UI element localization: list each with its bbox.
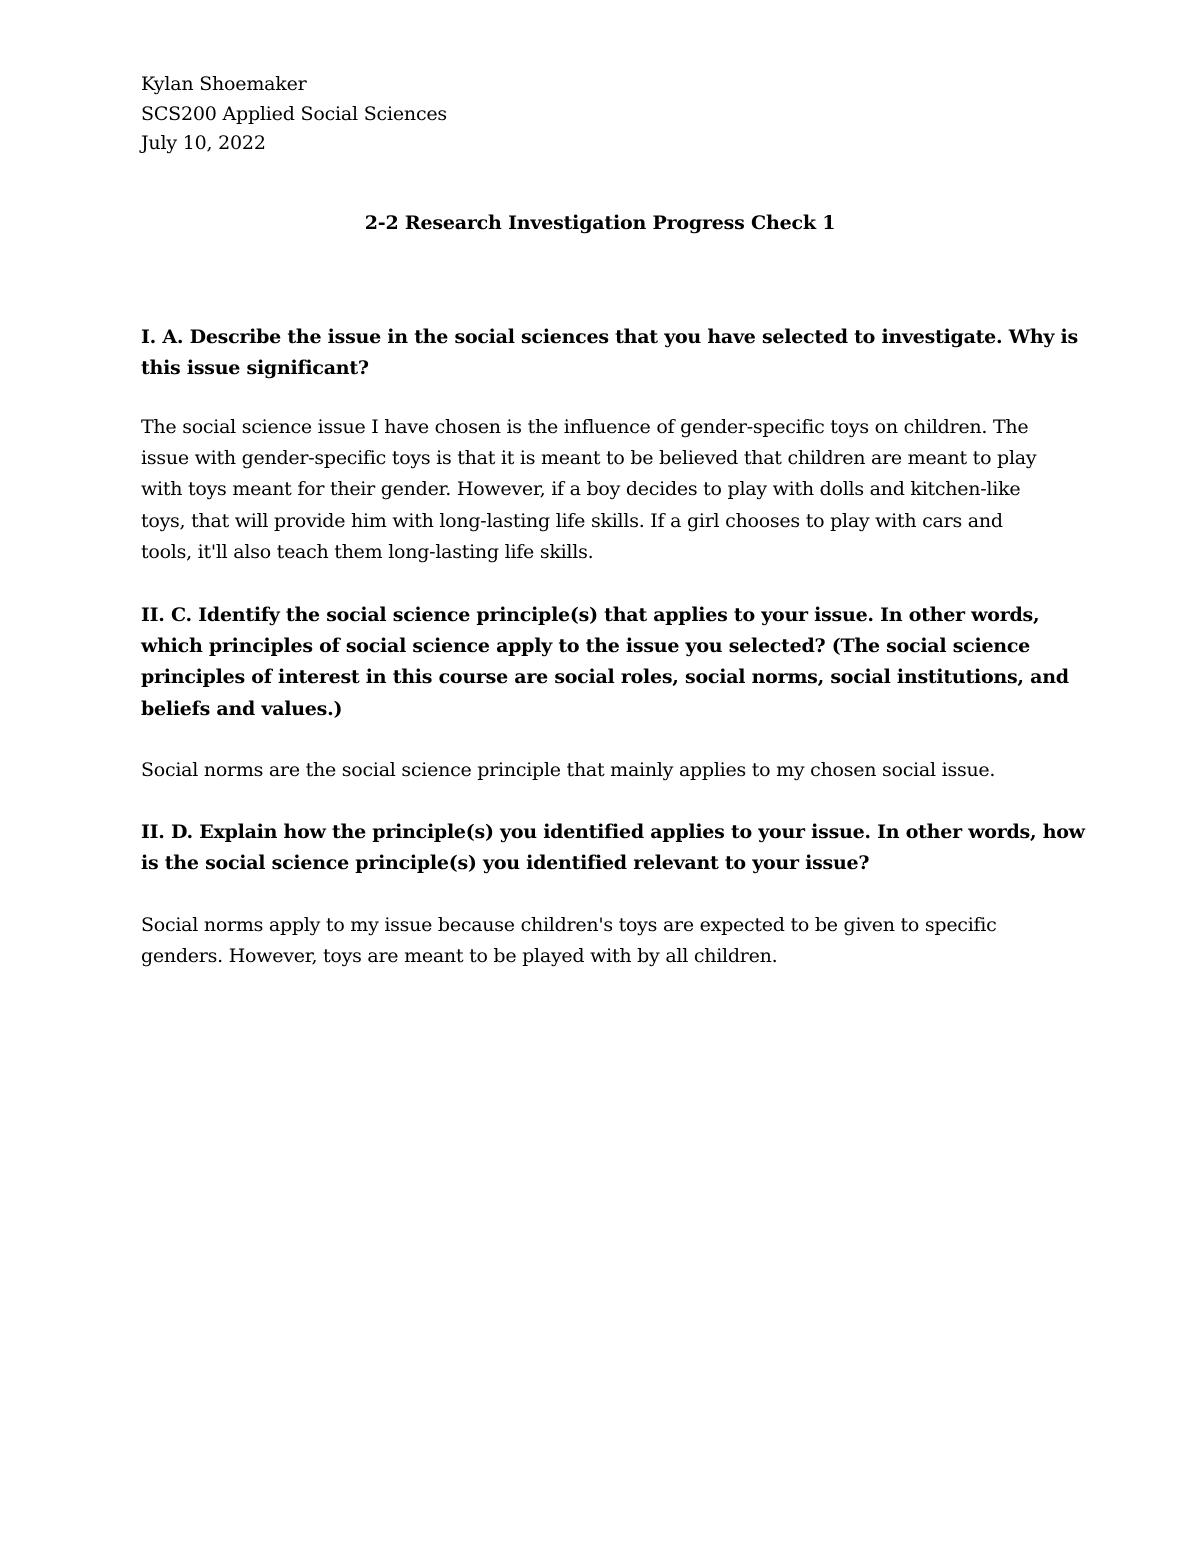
document-title: 2-2 Research Investigation Progress Check 1 <box>364 212 836 234</box>
answer-1a <box>141 412 1061 568</box>
course-name: SCS200 Applied Social Sciences <box>141 102 447 125</box>
author-name: Kylan Shoemaker <box>141 73 307 95</box>
question-line: principles of interest in this course are social roles, social norms, social institutions, and <box>141 666 1069 689</box>
question-line: this issue significant? <box>141 357 369 380</box>
question-line: beliefs and values.) <box>141 697 343 720</box>
answer-2d <box>141 910 1061 972</box>
question-line: II. D. Explain how the principle(s) you identified applies to your issue. In other words, how <box>141 821 1085 843</box>
question-line: II. C. Identify the social science principle(s) that applies to your issue. In other words, <box>141 604 1040 626</box>
answer-line: The social science issue I have chosen is the influence of gender-specific toys on children. The <box>141 416 1029 438</box>
answer-line: genders. However, toys are meant to be played with by all children. <box>141 945 778 968</box>
question-line: which principles of social science apply to the issue you selected? (The social science <box>141 635 1030 658</box>
answer-line: Social norms are the social science principle that mainly applies to my chosen social issue. <box>141 759 996 781</box>
answer-line: toys, that will provide him with long-lasting life skills. If a girl chooses to play with cars and <box>141 509 1003 532</box>
question-line: is the social science principle(s) you identified relevant to your issue? <box>141 852 870 875</box>
answer-line: Social norms apply to my issue because children's toys are expected to be given to specific <box>141 914 997 936</box>
question-line: I. A. Describe the issue in the social sciences that you have selected to investigate. Why is <box>141 326 1078 348</box>
answer-line: tools, it'll also teach them long-lasting life skills. <box>141 540 594 563</box>
answer-2c <box>141 755 1061 786</box>
question-1a <box>141 322 1078 384</box>
answer-line: issue with gender-specific toys is that it is meant to be believed that children are meant to play <box>141 447 1037 470</box>
answer-line: with toys meant for their gender. However, if a boy decides to play with dolls and kitchen-like <box>141 478 1021 501</box>
question-2c <box>141 600 1069 725</box>
question-2d <box>141 817 1085 879</box>
document-date: July 10, 2022 <box>141 132 266 154</box>
document-header <box>141 70 447 159</box>
